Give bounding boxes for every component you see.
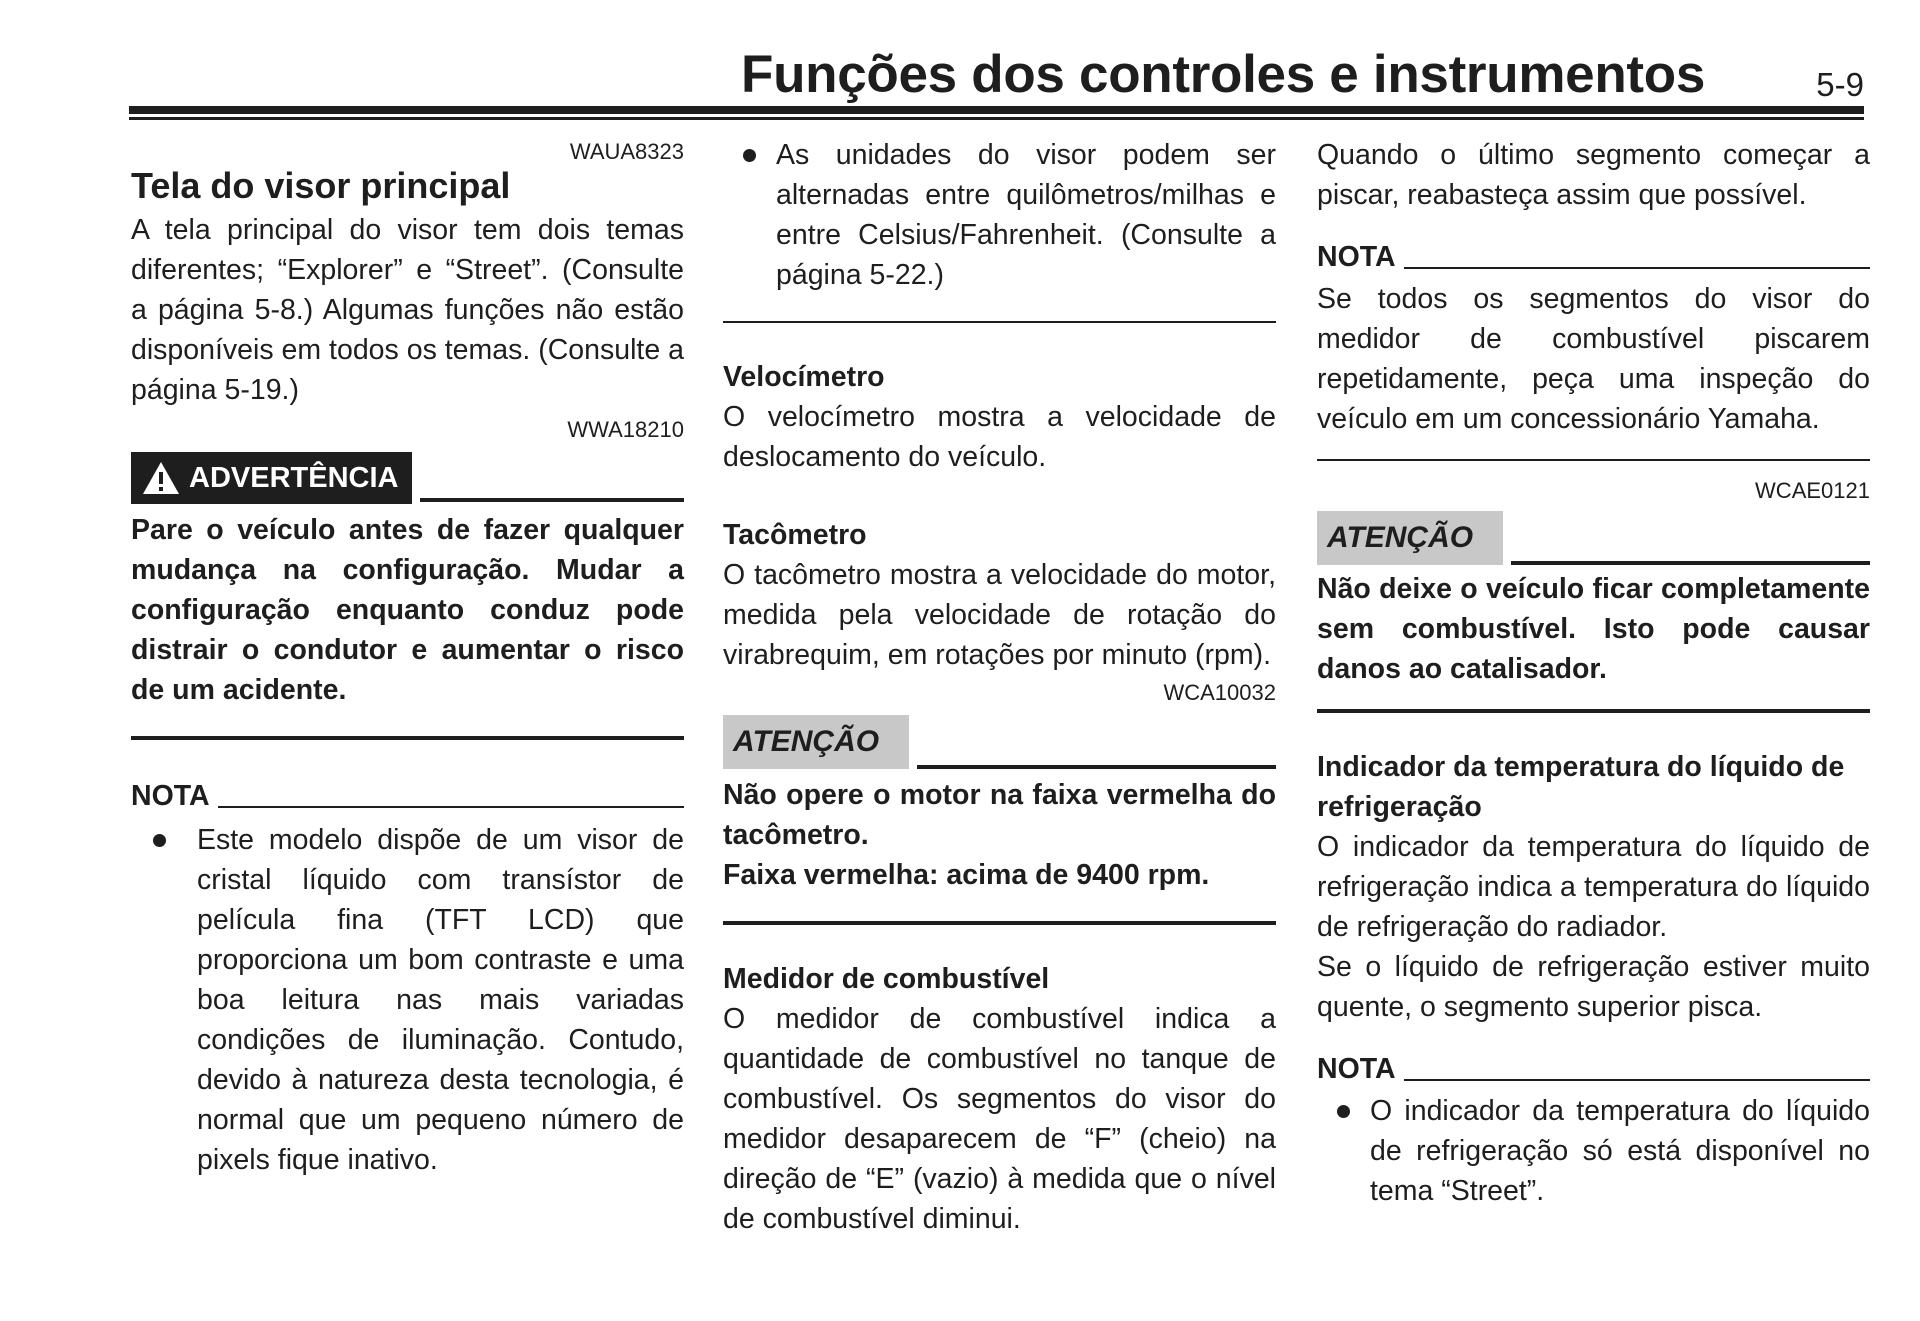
units-bullet-text: As unidades do visor podem ser alternadas entre quilômetros/milhas e entre Celsius/Fahrenheit. (Consulte a página 5-22.) [776, 139, 1276, 291]
coolant-temp-text: O indicador da temperatura do líquido de refrigeração indica a temperatura do líquido de refrigeração do radiador. [1317, 831, 1870, 943]
list-item [723, 135, 1276, 295]
list-item [1317, 1091, 1870, 1211]
nota-bullet-text: O indicador da temperatura do líquido de refrigeração só está disponível no tema “Street”. [1370, 1095, 1870, 1207]
nota-header [1317, 237, 1870, 277]
speedometer-text: O velocímetro mostra a velocidade de deslocamento do veículo. [723, 401, 1276, 473]
warning-triangle-icon [141, 460, 181, 496]
column-right [1317, 128, 1870, 1211]
bullet-icon [1337, 1105, 1350, 1118]
attention-label: ATENÇÃO [733, 725, 880, 758]
header-rule-thin [129, 117, 1864, 120]
nota-text: Se todos os segmentos do visor do medidor de combustível piscarem repetidamente, peça uma inspeção do veículo em um concessionário Yamaha. [1317, 283, 1870, 435]
section-title: Tela do visor principal [131, 165, 511, 206]
attention-end-rule [1317, 709, 1870, 713]
ref-code: WCA10032 [1163, 680, 1276, 705]
divider [723, 321, 1276, 323]
intro-paragraph: A tela principal do visor tem dois temas diferentes; “Explorer” e “Street”. (Consulte a página 5-8.) Algumas funções não estão disponíveis em todos os temas. (Consulte a página 5-19.) [131, 214, 684, 406]
nota-end-rule [1317, 459, 1870, 461]
list-item [131, 820, 684, 1180]
fuel-gauge-text: O medidor de combustível indica a quantidade de combustível no tanque de combustível. Os segmentos do visor do medidor desaparecem de “F” (cheio) na direção de “E” (vazio) à medida que o nível de combustível diminui. [723, 1003, 1276, 1235]
attention-label: ATENÇÃO [1327, 521, 1474, 554]
speedometer-title: Velocímetro [723, 361, 885, 393]
warning-label: ADVERTÊNCIA [189, 462, 399, 494]
attention-text: Não opere o motor na faixa vermelha do tacômetro. [723, 779, 1276, 851]
column-middle [723, 128, 1276, 1239]
attention-header [723, 715, 1276, 769]
nota-rule [1404, 1079, 1870, 1081]
ref-code: WCAE0121 [1755, 478, 1870, 503]
warning-rule [420, 498, 684, 502]
attention-text: Não deixe o veículo ficar completamente sem combustível. Isto pode causar danos ao catalisador. [1317, 573, 1870, 685]
page-number: 5-9 [1816, 66, 1864, 103]
warning-end-rule [131, 736, 684, 740]
bullet-icon [153, 834, 166, 847]
tachometer-text: O tacômetro mostra a velocidade do motor, medida pela velocidade de rotação do virabrequim, em rotações por minuto (rpm). [723, 559, 1276, 671]
ref-code: WAUA8323 [569, 139, 684, 164]
header-rule [129, 106, 1864, 114]
page-title: Funções dos controles e instrumentos [741, 45, 1705, 104]
coolant-temp-text-2: Se o líquido de refrigeração estiver muito quente, o segmento superior pisca. [1317, 951, 1870, 1023]
warning-text: Pare o veículo antes de fazer qualquer mudança na configuração. Mudar a configuração enquanto conduz pode distrair o condutor e aumentar o risco de um acidente. [131, 514, 684, 706]
attention-end-rule [723, 921, 1276, 925]
attention-rule [917, 765, 1276, 769]
attention-rule [1511, 561, 1870, 565]
fuel-gauge-title: Medidor de combustível [723, 963, 1050, 995]
nota-header [131, 776, 684, 816]
nota-bullet-text: Este modelo dispõe de um visor de cristal líquido com transístor de película fina (TFT LCD) que proporciona um bom contraste e uma boa leitura nas mais variadas condições de iluminação. Contudo, devido à natureza desta tecnologia, é normal que um pequeno número de pixels fique inativo. [197, 824, 684, 1176]
nota-label: NOTA [1317, 1053, 1396, 1085]
nota-label: NOTA [1317, 241, 1396, 273]
attention-redzone: Faixa vermelha: acima de 9400 rpm. [723, 859, 1210, 891]
fuel-continued-text: Quando o último segmento começar a piscar, reabasteça assim que possível. [1317, 139, 1870, 211]
tachometer-title: Tacômetro [723, 519, 867, 551]
attention-badge [1317, 511, 1503, 565]
nota-rule [1404, 267, 1870, 269]
column-left [131, 128, 684, 1180]
nota-rule [218, 806, 684, 808]
ref-code: WWA18210 [567, 417, 684, 442]
attention-header [1317, 511, 1870, 565]
coolant-temp-title: Indicador da temperatura do líquido de refrigeração [1317, 751, 1845, 823]
nota-label: NOTA [131, 780, 210, 812]
bullet-icon [743, 149, 756, 162]
warning-badge [131, 452, 412, 504]
nota-header [1317, 1049, 1870, 1089]
warning-header [131, 452, 684, 504]
attention-badge [723, 715, 909, 769]
